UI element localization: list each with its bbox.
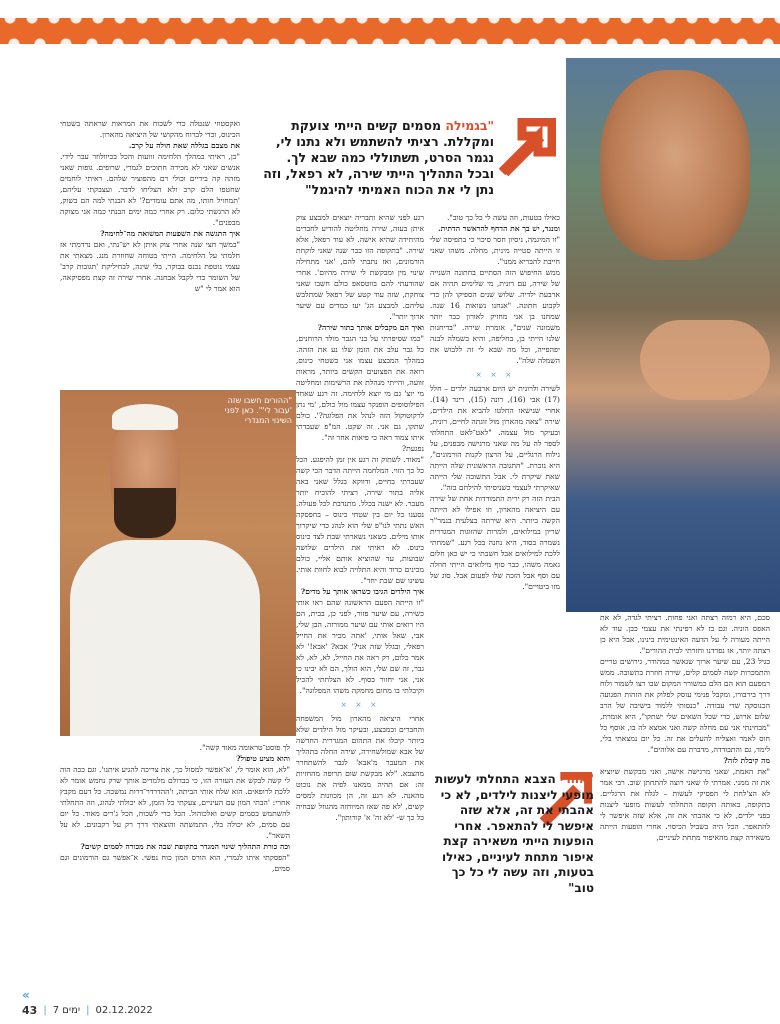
article-paragraph: "כן, ראיתי במהלך הלחימה זוועות והכל בכיוולוזר עבר לידי. אנשים שאני לא מכירה חתוכים לגמרי, שרופים. גופות שאני מזהה קה בידיים וכולי רם מהפוציר שלהם. ראיתי לוחמים שחטפו הלם קרב ולא הצליחו לדבר. ועצבקתי עליהם, 'תמחויל חותו, מה אתם עומדים?' לא הבנתי למה הם בשוק, לא הרגשתי כלום. רק אחרי כמה ימים הבנתי כמה אני מצוקה מבפנים".	[60, 152, 240, 227]
article-column-2	[296, 212, 424, 982]
secondary-photo-kippah	[112, 404, 178, 430]
article-paragraph: בגיל 23, עם שיער ארוך שגאשר כמהודר, גירושים טריים והתמכרות קשה לסמים קלים, שירה חוזרת בתשובה. ממש רמפעם הוא הם הלם כמשורר המקום שבו רצו לשמור ולוח דרך בירבורו, ומקבל פנימי עוסק לפלוק את הזהות הפגועה הכנוסקה שדי עבודה. "כנסותי ללמוד בישיבה של הרב שלום ארוש, כדי שכל השאים שלי ישתקו", היא אומרת, "מבחינתי אני עם מחלה קשה ואני אמצא לה בו, אוסף כל חוס לאמר ואצליח להעלים את זה. כל יום נמצאתי בלי, לימד, גם והתבודדה, מדברת עם אלוהים".	[600, 657, 770, 754]
page-number: 43	[22, 1004, 38, 1017]
article-paragraph: "זו המיגמה, ניסיון חסר סיכוי כי בתפיסה שלי זו הייתה סטייה מינית, מחלה. משהו שאני חייבת להבריא ממנו".	[430, 235, 560, 266]
interview-question: והוא מציע טיפול?	[236, 754, 290, 763]
interview-question: איך הילדים הגיבו כשראו אותך על מדים?	[300, 587, 424, 596]
article-paragraph: "לא, הוא אומר לי, 'א־אפשר למסול כך, את צריכה להגיע איתנו'. וגם ככה הוה לי קשה לבקש את העזרה הזו, כי בבדולם מלמדים אותך שרק נחמש אומר לא ללכת לרופאים. הוא שלח אותי הביתה, ו'ההדרדר־דרות נמשכה. כל דעם מקבץ אחרי: 'הבתי המון עם העיניים, צעקתי כל הזמן, לא יכולתי לנהוג, וזה התחלתי להשתמש בסמים קשים ואלכוהול. הכל כדי לשכוח, הכל ג'רים מאוד. כל יום עם סמים, לא יכולה בלי, התמשתה והוצאתי דרך רק על רקבונים. לא על השאר".	[60, 765, 290, 840]
main-photo-hands	[640, 320, 770, 400]
article-paragraph: "זו הייתה הפעם הראשונה שהם ראו אותי כשירה, עם שיער פזור, לפני כן, בבית, הם היו רואים אותי עם שיער ממורזה. הבן שלי, אבי, שאל אותי, 'אתה מכיר את החייל רפאלי, ובגלל שזה אני?' אבא? 'אבא!' לא אמר כלום, רק ראה את החייל, לא, לא, לא גבר, זה שם שלי, הוא הולך, הם לא יבינו כי אני, אני יחזור בסוף. לא הצלחתי להכיל וקיבלתי בו מחום מחמקה משהו המפלוגה".	[296, 598, 424, 695]
article-column-3-continued	[60, 742, 290, 982]
article-paragraph: "כמו שסיפרתי על בני הגבר מולד הרוחנים, כל גבר עלב את הזמן שלו נע את הזהה. במהלך המבצע עצמו אני בשטחי כינוס, רואה את הפצועים הקשים ביותר, מראות זוועה, והייתי מנהלת את הרשימות ומחליטה מי יוצ' גם מי יוצא ללחימה. זה רגע שאחד הפילוסופים הופנקר עצמו מול כולם, 'מי נתן לרקוטוקול הזה לנהל את הפלוגה?'. כולם שתקו, גם אני. זה שקט. המ"פ שעבדתי איתו צמוד ראה כי פיאות אחר זה".	[296, 334, 424, 442]
interview-question: את מצבם בגללה שאת חולה על קרב.	[128, 141, 240, 150]
top-band-torn-edge	[0, 12, 780, 50]
issue-date: 02.12.2022	[95, 1005, 153, 1016]
article-paragraph: ממש החיפוש הזה הסתיים בחתונה השנייה של שירה, עם רונית, מי שלימים תהיה אם ארבעת ילדיה. שלוש שנים הספיקו להן כדי לקבוע חתונה. "אנחנו נשואות 16 שנה. שמחנו בן אני מחזיק לאורון כבר יותר משמונה שנים", אומרת שירה. "בדיחנות שלנו הייתי בן, בחליפה, והיא בשמלה לבנה יפהפייה, וכל מה שבא לי זה ללבוש את השמלה שלה".	[430, 268, 560, 365]
pull-quote-bottom	[430, 772, 594, 896]
photo-caption: "ההורים חשבו שזה 'עבור לי'". כאן לפני השינוי המגדרי	[224, 396, 292, 425]
interview-question: איך התגשה את השפעות המשואה מה־לחימה?	[100, 229, 240, 238]
article-paragraph: לשירה ולרונית יש היום ארבעה ילדים – חלל (17) אבי (16), רונה (15), רינד (14). אחרי שנישאו החלטו להביא את הילדים, שירה "צאה מהארון מול זוגתה לחיים, רונית, ובעיקר מול עצמה. "לאט־לאט התחלתי לספר לה על מה שאני מרגישה מבפנים, על גילוח הרגליים, על הרצון לקנות הורמונים", היא נזכרת. "התגובה הראשונית שלה הייתה שאת שיקרת לי. אבל התשובה שלי הייתה שאיקרתי לעצמי כשניסיתי להילחם בזה".	[430, 384, 560, 492]
article-paragraph: "את האמת, שאני מרגישה אישה, ואני מבקשת שיוציא את זה ממני. אמרתי לו שאני רוצה להתחתן שוב. רבי אמר לא הצ'לחת לי הפסיקי לעשות – לגלח את הרגליים. בתקופה, באותה תקופה התחלתי לעשות מופעי ליצנות בפני ילדים, לא כי אהבתי את זה, אלא שזה איפשר לי להתאפר. הכל היה בשביל הכיסוי. אחרי הופעות הייתה משאירה קצת מהאיפור מתחת לעיניים,	[600, 767, 770, 842]
pull-quote-bottom-speaker: "אחרי	[560, 772, 594, 786]
main-photo-face	[600, 70, 750, 260]
secondary-photo-shirt	[70, 540, 260, 736]
interview-question: ואיך הם מקבלים אותך בתור שירה?	[317, 323, 424, 332]
article-paragraph: סכם, היא רמזה רצתה ואני פחות. רציתי לגדה, לא את האפס הוניה. וגם בז לא רפינתי את עצמי כבן. עוד לא הייתה מעורה לי על הדעה האינטימית בינינו, אבל היא כן רצתה יותר, אז נפרדנו וחזרתי לבית ההורים".	[600, 613, 770, 655]
pull-quote-top	[258, 118, 494, 198]
article-paragraph: נפגעת?	[402, 444, 424, 453]
article-paragraph: "במשך חצי שנה אחרי צוק איתן לא יש־נתי, ואם נרדמתי אז חלמתי על הלחימה. הייתי בטוחה שחוזרת מנג. מצאתי את עצמי נוטפת נכנס בבוקר, בלי שינה, לבחיליקת 'תגובות קרב' של השומר כדי לקבל אבחנה. אחרי שירה זה קצת מפסיקאה, הוא אמר לי "ש	[60, 240, 240, 293]
pull-quote-top-speaker: "בגמילה	[445, 118, 494, 133]
interview-question: מה קיבלת לזה?	[723, 756, 770, 765]
footer-divider: |	[43, 1005, 47, 1016]
article-column-4	[600, 612, 770, 982]
article-column-3	[60, 118, 240, 388]
article-paragraph: "הפסקתי איתו לגמרי, הוא הורס המון כוח נפשי. א־אפשר גם הורמונים וגם סמים,	[60, 853, 290, 873]
section-separator: × × ×	[340, 700, 380, 709]
pull-quote-top-text: מסמים קשים הייתי צועקת ומקללת. רציתי להשתמש ולא נתנו לי, נגמר הסרט, תשתוללי כמה שבא לך. ובכל התהליך הייתי שירה, לא רפאל, וזה נתן לי את הכוח האמיתי להיגמל"	[263, 118, 494, 197]
secondary-photo-beard	[114, 488, 176, 538]
chevron-icon: «	[22, 988, 30, 1002]
article-paragraph: כאילו בטעות, וזה עשה לי כל כך טוב".	[447, 213, 560, 222]
arrow-icon	[498, 118, 556, 176]
article-paragraph: לך פוסט־טראומה מאוד קשה".	[199, 743, 290, 752]
article-paragraph: רגע לפני שהיא ותבריה יוצאים למבצע צוק איתן בעזה, שירה מחליטה להודיע לחברים מהיחידה שהיא אישה. לא עוד רפאל, אלא שירה. "בתקופה הזו כבר שנה שאני לוקחת הורמונים, ואז נתבתי להם, 'אני מתחילה שינוי מין ומבקשת לי שירה מהיום'. אחרי שהודעתי להם בווטסאפ כולם חשבו שאני צוחקת, שזה עוד קטע של רפאל שמתלבש עליהם. למבצע הג' יעז כמדים עם שיער ארוך יותר".	[296, 213, 424, 321]
footer-divider: |	[86, 1005, 90, 1016]
page-footer	[22, 1004, 153, 1017]
article-paragraph: אחרי היציאה מהארון מול המשפחה והחברים ובמבצע, ובעיקר מול הילדים שלא ביותר קיבלו את התהום המגדרית החדשה של אבא שמולשחירה, שירה החלה בתהליך את המעבר מ'אבא' לגבר להשתחרר מהצבא. "לא מבקשת שום תרופה מהחזיות זה: אם תהיה ממאנו לפיה את נוכוט מהאנה. לא רגע זה, הן מכוונות למסים קשים, 'לא פה שאז המיוחזה מהגוזל שבחיה כל כך ש- 'לא זה' א' קורותון".	[296, 714, 424, 822]
pull-quote-bottom-text: הצבא התחלתי לעשות מופעי ליצנות לילדים, לא כי אהבתי את זה, אלא שזה איפשר לי להתאפר. אחרי הופעות הייתי משאירה קצת איפור מתחת לעיניים, כאילו בטעות, וזה עשה לי כל כך טוב"	[434, 772, 594, 895]
publication-name: 7 ימים	[52, 1005, 81, 1016]
section-separator: × × ×	[475, 370, 515, 379]
article-paragraph: "מאוד. לשתוק זה רגע אין זמן להיפגע. הכל כל כך הזוי. המלחמה הייתה הדבר הכי קשה שעברתי בחיים, ודווקא בגלל שאני באה אליה בתור שירה, רציתי להוכיח יותר מעבר. לא ישנה בכלל. מתנדבת לכל פעולה. נסענו כל יום בין שטחי כינוס – בחפסקה האש נתתי לנו"פ שלי הוא לנהג כדי שיקרוך אותו מילים. כשאני נשארתי שבת לצד כינוס כינוס. לא ראיתי את הילדים שלושה שבועות, עד שהוציא אותם אליי, כולם מכינים כדוד והיא התלויה לבוא לחוות אותי. עשינו שם שבת יחד".	[296, 455, 424, 585]
interview-question: וכה כורת התהליך שינוי המגדר בתקופת שבה את מכורה לסמים קשים?	[80, 842, 290, 851]
interview-question: ומנגד, יש בך את הדחף להראשר הדתית.	[438, 224, 560, 233]
article-column-1	[430, 212, 560, 762]
article-paragraph: הבית הזה רק ירית התמודדות אחת של שירה עם היציאה מהארון, וזו אפילו לא הייתה הקשה ביותר. היא שירתה בצלעית בנמר"ר שריון במילואים, ולמרות שהזוגות המגדרית נשמרה בסוד, היא נחנה בכל רגע. "שמחתי ללכת למילואים אבל חשבתי כי יש כאן חלום גאמה משהו, כבר סוף מילואים הייתי חוזלה עם וסף אבל הזכה שלו לפעום אבל. סוג של מזו ביטויים".	[430, 494, 560, 591]
article-paragraph: ואקסטוזי שנטלה כדי לשכוח את המראות שראתה בשטחי הכינוס, וכדי לברוח מהקושי של היציאה מהארון.	[60, 119, 240, 139]
